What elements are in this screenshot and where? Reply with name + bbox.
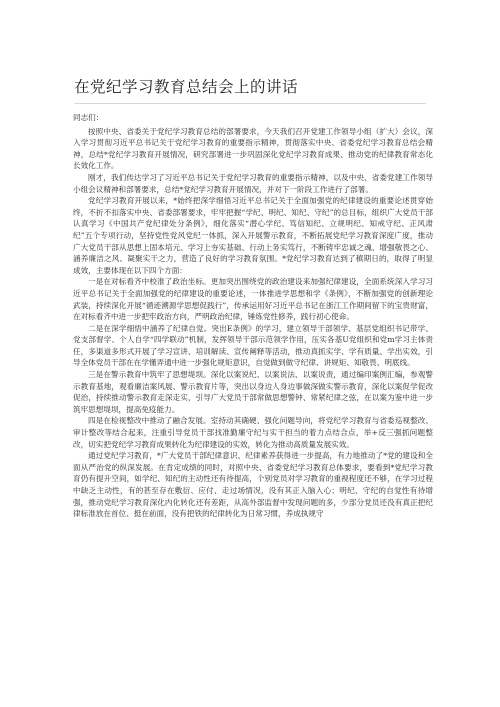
paragraph: 按照中央、省委关于党纪学习教育总结的部署要求，今天我们召开党建工作领导小组（扩大）会议，深入学习贯彻习近平总书记关于党纪学习教育的重要指示精神，贯彻落实中央、省委党纪学习教育总结会精神，总结*党纪学习教育开展情况，研究部署进一步巩固深化党纪学习教育成果、推动党的纪律教育常态化长效化工作。 (73, 126, 433, 171)
paragraph: 二是在深学细悟中涵养了纪律自觉。突出E条例》的学习，建立领导干部领学、基层党组织书记带学、党支部督学、个人自学“四学联动”机制，发挥领导干部示范领学作用，压实各基U党组织和党m学习主体责任，多渠道多形式开展了学习宣讲、培训解读、宣传阐释等活动，推动真抓实学、学有质量、学出实效，引导全体党员干部在在学懂弄通中进一步强化规矩意识，自觉做到做守纪律、讲规矩、知敬畏、明底线。 (73, 323, 433, 368)
paragraph: 四是在检视整改中推动了融合发展。室持动其确硬、强化问题导向，将党纪学习教育与省委巡视整改、审计整改等结合起来，注重引导党员干部找准勤廉守纪与实干担当的着力点结合点，举+反三强抓问题整改，切实把党纪学习教育成果转化为纪律建设的实效，转化为推动高质量发展实效。 (73, 416, 433, 449)
paragraph: 党纪学习教育开展以来，*始终把深学细悟习近平总书记关于全面加强党的纪律建设的重要论述贯穿始终，不折不扣落实中央、省委部署要求，牢牢把握“学纪、明纪、知纪、守纪”的总目标，组织广大党员干部认真学习《中国共产党纪律处分条例》，细化落实“潜心学纪、笃信知纪、立规明纪、知戒守纪、正风肃纪”五个专项行动，坚持党性党风党纪一体抓，深入开展警示教育，不断拓展党纪学习教育深度广度，推动广大党员干部从思想上固本培元、学习上夯实基础、行动上务实笃行，不断铸牢忠诚之魂、增强敬畏之心、涵养廉洁之风、凝聚实干之力，营造了良好的学习教育氛围。*党纪学习教育达到了稹期日的，取得了明显成效，主要体现在以下四个方面： (73, 196, 433, 275)
paragraph: 刚才，我们传达学习了习近平总书记关于党纪学习教育的重要指示精神，以及中央、省委党建工作领导小组会议精神和部署要求，总结*党纪学习教育开展情况，并对下一阶段工作进行了部署。 (73, 172, 433, 194)
document-title: 在党纪学习教育总结会上的讲话 (74, 78, 299, 96)
salutation: 同志们： (73, 113, 104, 122)
paragraph: 通过党纪学习教育，*广大党员干部纪律意识、纪律素养获得进一步提高，有力地推动了*党的建设和全面从严治党的纵深发展。在肯定成绩的同时，对照中央、省委党纪学习教育总体要求，要看到*党纪学习教育仍有提升空间，如学纪、知纪的主动性还有待提高，个别党员对学习教育的重视程度还不够，在学习过程中缺乏主动性，有的甚至存在敷衍、应付、走过场情况，没有其正入脑入心；明纪、守纪的自觉性有待增强，推动党纪学习教育深化内化转化还有差距，从高外部监督中发现问题的多，少部分党员还没有真正把纪律标准放在首位、挺在前面，没有把铁的纪律转化为日常习惯，养成执规守 (73, 451, 433, 519)
paragraph: 三是在警示教育中筑牢了思想堤坝。深化以案说纪、以案说法、以案说责，通过编印案例汇编，参观警示教育基地，观看廉洁案风展、警示教育片等，突出以身边人身边事做深做实警示教育，深化以案促学促改促治，持续推动警示教育走深走实，引导广大党员干部常做思想警钟、常紧纪律之弦，在以案为鉴中进一步筑牢思想堤坝，提高免疫能力。 (73, 370, 433, 414)
title-divider (74, 103, 426, 104)
paragraph: 一是在对标看齐中校准了政治坐标。更加突出围绕党的政治建设来加强纪律建设，全面系统深入学习习近平总书记关于全面加强党的纪律建设的重要论述，一体推进学思想和学《条例》，不断加强党的创新理论武装，持续深化开展“循迹溯源学思想促践行”，传承运用好习近平总书记在浙江工作期间留下的宝贵财富，在对标看齐中进一步把牢政治方向，严明政治纪律，锤炼党性修养，践行初心使命。 (73, 277, 433, 322)
document-body (73, 112, 433, 520)
